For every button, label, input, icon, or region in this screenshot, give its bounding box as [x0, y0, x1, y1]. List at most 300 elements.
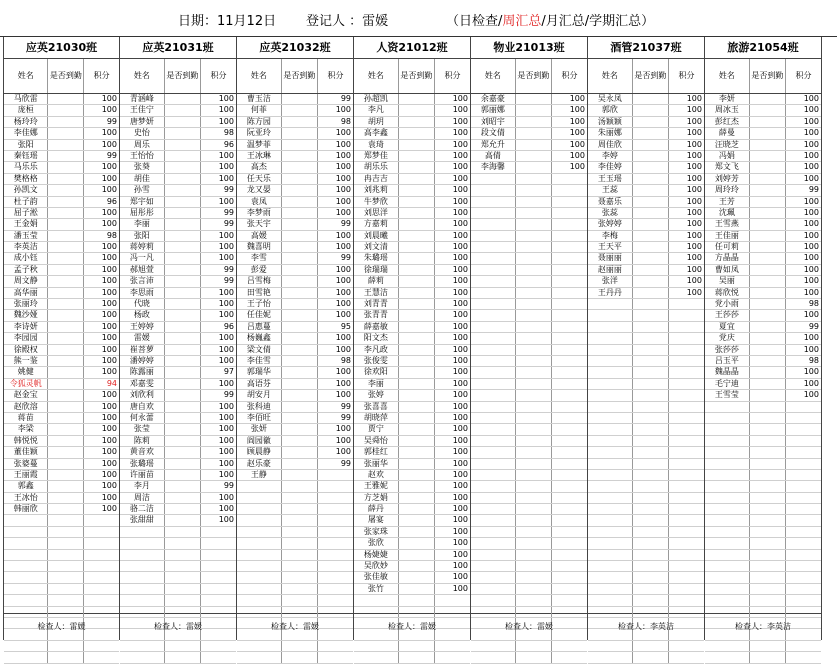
- empty-cell: [201, 652, 236, 662]
- present-cell: [633, 117, 669, 127]
- student-name: 郑允升: [471, 140, 516, 150]
- empty-cell: [786, 618, 821, 628]
- student-score: 100: [101, 185, 117, 195]
- table-row: [705, 231, 821, 242]
- student-score: 99: [223, 264, 234, 274]
- present-cell: [633, 140, 669, 150]
- empty-cell: [750, 504, 786, 514]
- student-score: 100: [452, 561, 468, 571]
- present-cell: [48, 208, 84, 218]
- student-name: 牛梦欣: [354, 197, 399, 207]
- empty-cell: [552, 333, 587, 343]
- class-block: [237, 37, 354, 640]
- table-row: [354, 265, 470, 276]
- empty-cell: [282, 527, 318, 537]
- table-row-empty: [237, 493, 353, 504]
- student-name: 张洋: [588, 276, 633, 286]
- empty-cell: [516, 447, 552, 457]
- student-score: 100: [335, 447, 351, 457]
- empty-cell: [588, 652, 633, 662]
- column-header-row: [120, 59, 236, 94]
- present-cell: [48, 219, 84, 229]
- table-row-empty: [588, 333, 704, 344]
- empty-cell: [237, 641, 282, 651]
- empty-cell: [552, 424, 587, 434]
- empty-cell: [786, 402, 821, 412]
- student-name: 刘青青: [354, 299, 399, 309]
- empty-cell: [48, 538, 84, 548]
- table-row-empty: [588, 367, 704, 378]
- empty-cell: [786, 481, 821, 491]
- student-name: 唐梦妍: [120, 117, 165, 127]
- student-score: 100: [218, 401, 234, 411]
- table-row: [588, 162, 704, 173]
- empty-cell: [705, 515, 750, 525]
- empty-cell: [165, 584, 201, 594]
- student-score: 100: [101, 412, 117, 422]
- empty-cell: [705, 413, 750, 423]
- student-name: 张言沛: [120, 276, 165, 286]
- student-name: 冯娟: [705, 151, 750, 161]
- table-row: [237, 367, 353, 378]
- table-row-empty: [588, 481, 704, 492]
- student-name: 方嘉莉: [354, 219, 399, 229]
- student-name: 吕玉平: [705, 356, 750, 366]
- empty-cell: [471, 641, 516, 651]
- table-row-empty: [471, 413, 587, 424]
- empty-cell: [669, 652, 704, 662]
- student-name: 李丽: [354, 379, 399, 389]
- present-cell: [282, 162, 318, 172]
- student-name: 郝旭萱: [120, 265, 165, 275]
- student-score: 100: [335, 299, 351, 309]
- present-cell: [165, 208, 201, 218]
- present-cell: [633, 174, 669, 184]
- table-row: [120, 367, 236, 378]
- present-cell: [282, 379, 318, 389]
- student-score: 99: [340, 412, 351, 422]
- student-name: 曹玉洁: [237, 94, 282, 104]
- present-cell: [750, 208, 786, 218]
- student-name: 蒋婷莉: [120, 242, 165, 252]
- table-row: [120, 105, 236, 116]
- empty-cell: [669, 493, 704, 503]
- empty-cell: [165, 572, 201, 582]
- table-row: [237, 242, 353, 253]
- empty-cell: [669, 607, 704, 617]
- student-name: 郑文飞: [705, 162, 750, 172]
- student-name: 任可莉: [705, 242, 750, 252]
- table-row: [237, 105, 353, 116]
- student-score: 100: [335, 333, 351, 343]
- class-title: 应英21030班: [4, 37, 119, 59]
- student-score: 100: [335, 378, 351, 388]
- empty-cell: [750, 561, 786, 571]
- present-cell: [48, 379, 84, 389]
- present-cell: [516, 140, 552, 150]
- empty-cell: [786, 572, 821, 582]
- summary-suffix: /月汇总/学期汇总）: [541, 14, 655, 29]
- table-row: [354, 390, 470, 401]
- student-score: 100: [101, 458, 117, 468]
- student-name: 高媛: [237, 231, 282, 241]
- empty-cell: [669, 470, 704, 480]
- student-name: 陈露丽: [120, 367, 165, 377]
- present-cell: [165, 402, 201, 412]
- student-rows: [120, 94, 236, 613]
- present-cell: [750, 151, 786, 161]
- student-score: 100: [452, 207, 468, 217]
- student-name: 李诗妍: [4, 322, 48, 332]
- student-score: 100: [452, 504, 468, 514]
- present-cell: [48, 105, 84, 115]
- student-name: 孙超凯: [354, 94, 399, 104]
- table-row: [237, 219, 353, 230]
- present-cell: [750, 219, 786, 229]
- student-score: 100: [335, 390, 351, 400]
- student-score: 100: [803, 310, 819, 320]
- present-cell: [282, 231, 318, 241]
- student-score: 100: [686, 219, 702, 229]
- table-row: [354, 436, 470, 447]
- empty-cell: [201, 538, 236, 548]
- student-name: 徐殿权: [4, 345, 48, 355]
- table-row-empty: [588, 527, 704, 538]
- student-name: 张喜喜: [354, 402, 399, 412]
- present-cell: [633, 128, 669, 138]
- empty-cell: [705, 459, 750, 469]
- empty-cell: [4, 527, 48, 537]
- student-name: 郭鑫: [4, 481, 48, 491]
- present-cell: [48, 436, 84, 446]
- student-name: 郭瑞华: [237, 367, 282, 377]
- empty-cell: [318, 550, 353, 560]
- student-score: 100: [803, 276, 819, 286]
- student-name: 潘玉莹: [4, 231, 48, 241]
- student-name: 唐自欢: [120, 402, 165, 412]
- student-name: 王静: [237, 470, 282, 480]
- student-name: 吕雪梅: [237, 276, 282, 286]
- student-score: 100: [101, 128, 117, 138]
- table-row: [588, 242, 704, 253]
- student-score: 100: [452, 424, 468, 434]
- empty-cell: [588, 447, 633, 457]
- table-row-empty: [120, 595, 236, 606]
- empty-cell: [165, 561, 201, 571]
- student-name: 魏晶晶: [705, 367, 750, 377]
- table-row: [120, 288, 236, 299]
- empty-cell: [669, 402, 704, 412]
- present-cell: [399, 402, 435, 412]
- empty-cell: [552, 356, 587, 366]
- present-cell: [48, 288, 84, 298]
- student-score: 100: [218, 515, 234, 525]
- table-row: [588, 117, 704, 128]
- student-name: 周洁: [120, 493, 165, 503]
- table-row: [237, 345, 353, 356]
- empty-cell: [552, 607, 587, 617]
- empty-cell: [471, 310, 516, 320]
- student-score: 99: [340, 458, 351, 468]
- empty-cell: [471, 515, 516, 525]
- empty-cell: [165, 550, 201, 560]
- student-score: 100: [686, 287, 702, 297]
- table-row: [354, 117, 470, 128]
- empty-cell: [4, 550, 48, 560]
- student-score: 100: [803, 378, 819, 388]
- empty-cell: [552, 219, 587, 229]
- table-row: [354, 481, 470, 492]
- table-row: [705, 151, 821, 162]
- student-score: 100: [218, 469, 234, 479]
- student-name: 张婷婷: [588, 219, 633, 229]
- empty-cell: [48, 572, 84, 582]
- student-score: 100: [218, 458, 234, 468]
- student-name: 贾宁: [354, 424, 399, 434]
- student-score: 100: [686, 105, 702, 115]
- table-row: [4, 231, 119, 242]
- student-name: 胡佳: [120, 174, 165, 184]
- empty-cell: [552, 550, 587, 560]
- student-score: 100: [335, 367, 351, 377]
- table-row-empty: [471, 310, 587, 321]
- student-score: 100: [452, 447, 468, 457]
- student-name: 李思雨: [120, 288, 165, 298]
- empty-cell: [669, 561, 704, 571]
- table-row: [120, 185, 236, 196]
- empty-cell: [552, 322, 587, 332]
- table-row-empty: [237, 572, 353, 583]
- empty-cell: [705, 402, 750, 412]
- empty-cell: [588, 345, 633, 355]
- present-cell: [516, 128, 552, 138]
- table-row-empty: [705, 595, 821, 606]
- table-row-empty: [705, 652, 821, 663]
- empty-cell: [516, 402, 552, 412]
- student-name: 张丽华: [354, 459, 399, 469]
- student-name: 成小钰: [4, 253, 48, 263]
- empty-cell: [750, 413, 786, 423]
- student-name: 潘婷婷: [120, 356, 165, 366]
- present-cell: [165, 197, 201, 207]
- table-row-empty: [588, 299, 704, 310]
- column-header-score: 积分: [327, 71, 344, 80]
- student-name: 周佳欣: [588, 140, 633, 150]
- present-cell: [165, 481, 201, 491]
- empty-cell: [165, 595, 201, 605]
- column-header-score: 积分: [210, 71, 227, 80]
- table-row: [588, 231, 704, 242]
- student-score: 100: [686, 139, 702, 149]
- present-cell: [750, 390, 786, 400]
- student-name: 王玉瑶: [588, 174, 633, 184]
- table-row: [120, 493, 236, 504]
- table-row: [4, 105, 119, 116]
- present-cell: [750, 117, 786, 127]
- empty-cell: [120, 550, 165, 560]
- table-row: [237, 288, 353, 299]
- present-cell: [750, 185, 786, 195]
- recorder-label: 登记人 ：雷媛: [306, 14, 389, 29]
- student-score: 100: [569, 139, 585, 149]
- empty-cell: [4, 595, 48, 605]
- empty-cell: [354, 595, 399, 605]
- present-cell: [48, 94, 84, 104]
- student-name: 王芳: [705, 197, 750, 207]
- student-score: 100: [218, 447, 234, 457]
- present-cell: [633, 288, 669, 298]
- table-row-empty: [4, 550, 119, 561]
- table-row: [588, 253, 704, 264]
- empty-cell: [669, 641, 704, 651]
- student-score: 100: [452, 344, 468, 354]
- table-row: [705, 185, 821, 196]
- student-score: 100: [101, 162, 117, 172]
- column-header-name: 姓名: [705, 59, 750, 93]
- student-name: 任天乐: [237, 174, 282, 184]
- empty-cell: [84, 584, 119, 594]
- student-score: 100: [803, 287, 819, 297]
- empty-cell: [282, 584, 318, 594]
- empty-cell: [633, 481, 669, 491]
- student-rows: [588, 94, 704, 613]
- student-name: 王佳宁: [120, 105, 165, 115]
- student-name: 屠宴: [354, 515, 399, 525]
- empty-cell: [471, 447, 516, 457]
- table-row-empty: [588, 413, 704, 424]
- empty-cell: [282, 481, 318, 491]
- table-row: [471, 162, 587, 173]
- present-cell: [48, 470, 84, 480]
- student-name: 任佳妮: [237, 310, 282, 320]
- present-cell: [48, 459, 84, 469]
- empty-cell: [516, 253, 552, 263]
- table-row: [354, 219, 470, 230]
- empty-cell: [318, 652, 353, 662]
- student-name: 张莹: [120, 424, 165, 434]
- present-cell: [399, 447, 435, 457]
- student-name: 薛曼: [705, 128, 750, 138]
- student-name: 周乐: [120, 140, 165, 150]
- student-score: 100: [335, 139, 351, 149]
- empty-cell: [633, 390, 669, 400]
- empty-cell: [399, 595, 435, 605]
- student-name: 夏宜: [705, 322, 750, 332]
- student-score: 100: [101, 469, 117, 479]
- present-cell: [165, 242, 201, 252]
- table-row: [354, 162, 470, 173]
- empty-cell: [669, 447, 704, 457]
- empty-cell: [471, 572, 516, 582]
- present-cell: [516, 117, 552, 127]
- student-name: 张丽玲: [4, 299, 48, 309]
- student-name: 张竹: [354, 584, 399, 594]
- column-header-row: [354, 59, 470, 94]
- student-score: 100: [686, 230, 702, 240]
- empty-cell: [237, 561, 282, 571]
- student-score: 100: [452, 242, 468, 252]
- present-cell: [399, 208, 435, 218]
- student-name: 雷媛: [120, 333, 165, 343]
- student-score: 100: [686, 173, 702, 183]
- present-cell: [165, 276, 201, 286]
- student-score: [318, 470, 353, 480]
- empty-cell: [552, 595, 587, 605]
- student-score: 100: [218, 424, 234, 434]
- present-cell: [399, 470, 435, 480]
- table-row: [354, 140, 470, 151]
- empty-cell: [471, 253, 516, 263]
- table-row-empty: [705, 402, 821, 413]
- table-row-empty: [588, 641, 704, 652]
- table-row: [237, 174, 353, 185]
- empty-cell: [588, 515, 633, 525]
- student-score: 100: [452, 549, 468, 559]
- empty-cell: [282, 493, 318, 503]
- empty-cell: [633, 310, 669, 320]
- table-row: [354, 459, 470, 470]
- student-name: 龙又晏: [237, 185, 282, 195]
- present-cell: [165, 333, 201, 343]
- student-name: 张婷: [354, 390, 399, 400]
- table-row-empty: [705, 493, 821, 504]
- table-row-empty: [471, 424, 587, 435]
- class-title: 物业21013班: [471, 37, 587, 59]
- student-name: 温梦菲: [237, 140, 282, 150]
- empty-cell: [516, 174, 552, 184]
- empty-cell: [705, 538, 750, 548]
- empty-cell: [471, 402, 516, 412]
- student-score: 98: [808, 299, 819, 309]
- student-name: 李妍: [705, 94, 750, 104]
- student-score: 100: [218, 299, 234, 309]
- empty-cell: [552, 367, 587, 377]
- student-name: 董佳颖: [4, 447, 48, 457]
- table-row-empty: [120, 527, 236, 538]
- column-header-name: 姓名: [354, 59, 399, 93]
- present-cell: [165, 219, 201, 229]
- table-row: [237, 310, 353, 321]
- empty-cell: [516, 390, 552, 400]
- empty-cell: [750, 527, 786, 537]
- table-row: [705, 390, 821, 401]
- student-name: 许丽苗: [120, 470, 165, 480]
- present-cell: [48, 151, 84, 161]
- table-row: [120, 219, 236, 230]
- student-name: 王莎莎: [705, 310, 750, 320]
- empty-cell: [552, 447, 587, 457]
- empty-cell: [588, 436, 633, 446]
- table-row: [354, 584, 470, 595]
- table-row: [4, 140, 119, 151]
- table-row-empty: [120, 652, 236, 663]
- present-cell: [633, 231, 669, 241]
- student-name: 张佳敏: [354, 572, 399, 582]
- student-name: 党小雨: [705, 299, 750, 309]
- table-row-empty: [705, 527, 821, 538]
- table-row: [237, 413, 353, 424]
- student-name: 李英洁: [4, 242, 48, 252]
- empty-cell: [48, 527, 84, 537]
- student-name: 郭丽娜: [471, 105, 516, 115]
- student-score: 98: [106, 230, 117, 240]
- empty-cell: [318, 493, 353, 503]
- present-cell: [399, 424, 435, 434]
- empty-cell: [471, 231, 516, 241]
- column-header-row: [4, 59, 119, 94]
- empty-cell: [552, 459, 587, 469]
- student-name: 赵丽丽: [588, 265, 633, 275]
